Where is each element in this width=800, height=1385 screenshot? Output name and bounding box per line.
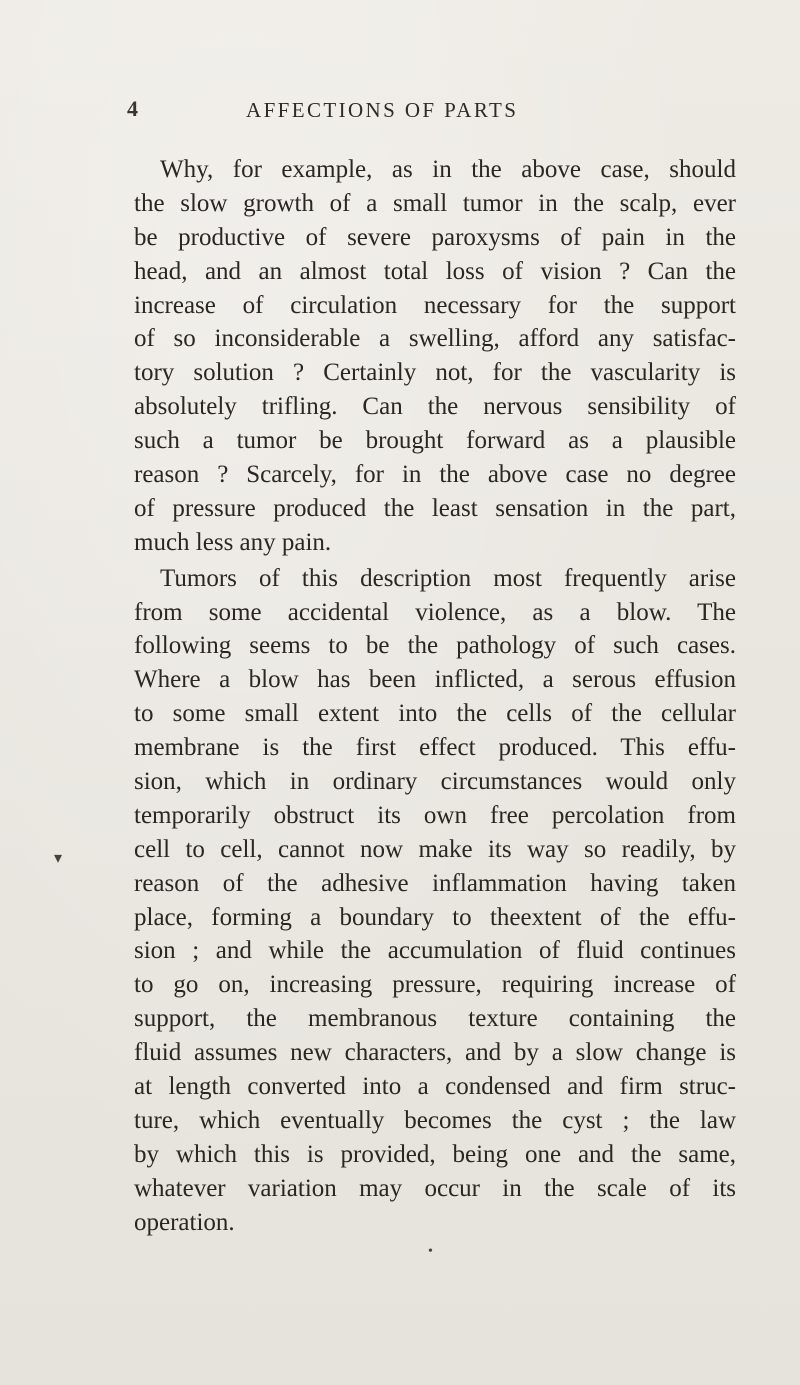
text-line: reason ? Scarcely, for in the above case no degree [134, 461, 736, 489]
text-line: head, and an almost total loss of vision ? Can the [134, 257, 736, 285]
paragraph-2 [134, 562, 736, 1240]
running-head [0, 96, 800, 126]
text-line: to some small extent into the cells of the cellular [134, 700, 736, 728]
text-line: following seems to be the pathology of such cases. [134, 632, 736, 660]
text-line: Why, for example, as in the above case, should [160, 156, 736, 183]
text-line: temporarily obstruct its own free percolation from [134, 801, 736, 829]
text-line: membrane is the first effect produced. This effu- [134, 734, 736, 762]
text-line: the slow growth of a small tumor in the scalp, ever [134, 189, 736, 217]
page-number: 4 [127, 96, 138, 121]
text-line: whatever variation may occur in the scale of its [134, 1174, 736, 1202]
text-line: at length converted into a condensed and firm struc- [134, 1073, 736, 1101]
text-line: much less any pain. [134, 528, 332, 556]
text-line: from some accidental violence, as a blow. The [134, 598, 736, 626]
text-line: place, forming a boundary to theextent of the effu- [134, 903, 736, 931]
text-line: absolutely trifling. Can the nervous sensibility of [134, 393, 736, 421]
text-line: fluid assumes new characters, and by a slow change is [134, 1039, 736, 1067]
ink-speck: • [428, 1244, 433, 1259]
body-text [134, 153, 736, 1240]
text-line: support, the membranous texture containing the [134, 1005, 736, 1033]
text-line: to go on, increasing pressure, requiring increase of [134, 971, 736, 999]
text-line: ture, which eventually becomes the cyst ; the law [134, 1106, 736, 1134]
text-line: increase of circulation necessary for the support [134, 291, 736, 319]
text-line: be productive of severe paroxysms of pain in the [134, 223, 736, 251]
text-line: reason of the adhesive inflammation having taken [134, 869, 736, 897]
text-line: by which this is provided, being one and the same, [134, 1140, 736, 1168]
text-line: sion, which in ordinary circumstances would only [134, 768, 736, 796]
text-line: such a tumor be brought forward as a plausible [134, 427, 736, 455]
text-line: Where a blow has been inflicted, a serous effusion [134, 666, 736, 694]
text-line: cell to cell, cannot now make its way so readily, by [134, 835, 736, 863]
text-line: of so inconsiderable a swelling, afford any satisfac- [134, 325, 736, 353]
paragraph-1 [134, 153, 736, 560]
text-line: Tumors of this description most frequently arise [160, 564, 736, 592]
text-line: operation. [134, 1208, 235, 1236]
running-head-title: AFFECTIONS OF PARTS [246, 98, 519, 122]
text-line: sion ; and while the accumulation of fluid continues [134, 937, 736, 965]
text-line: tory solution ? Certainly not, for the vascularity is [134, 359, 736, 387]
text-line: of pressure produced the least sensation in the part, [134, 494, 736, 522]
margin-mark: ▾ [54, 850, 63, 867]
